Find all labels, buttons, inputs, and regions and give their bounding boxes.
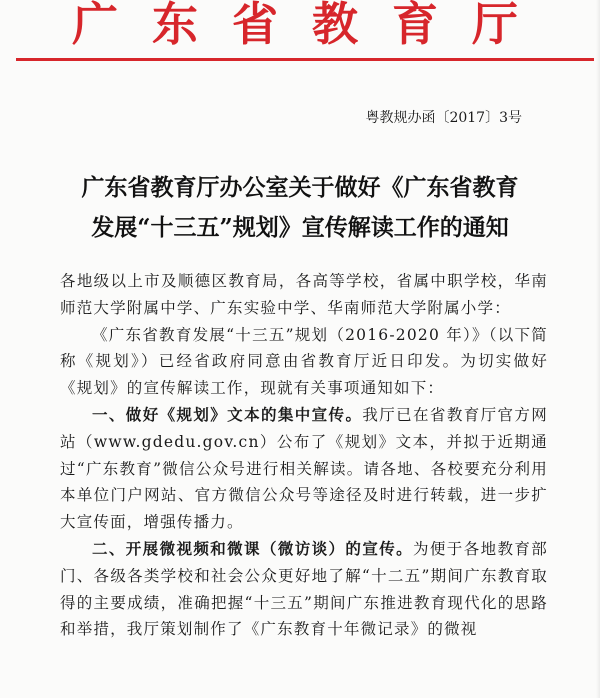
section-2-text: 为便于各地教育部门、各级各类学校和社会公众更好地了解“十二五”期间广东教育取得的主要成绩，准确把握“十三五”期间广东推进教育现代化的思路和举措，我厅策划制作了《广东教育十年微记录》的微视 bbox=[60, 539, 548, 639]
document-title bbox=[40, 168, 560, 248]
document-title-line-1: 广东省教育厅办公室关于做好《广东省教育 bbox=[81, 174, 519, 201]
document-title-line-2: 发展“十三五”规划》宣传解读工作的通知 bbox=[91, 214, 509, 241]
section-2-paragraph bbox=[60, 536, 548, 643]
addressees-paragraph: 各地级以上市及顺德区教育局，各高等学校，省属中职学校，华南师范大学附属中学、广东实验中学、华南师范大学附属小学： bbox=[60, 272, 548, 317]
section-1-text: 我厅已在省教育厅官方网站（www.gdedu.gov.cn）公布了《规划》文本，并拟于近期通过“广东教育”微信公众号进行相关解读。请各地、各校要充分利用本单位门户网站、官方微信公众号等途径及时进行转载，进一步扩大宣传面，增强传播力。 bbox=[60, 405, 549, 532]
section-1-heading: 一、做好《规划》文本的集中宣传。 bbox=[92, 404, 363, 424]
letterhead bbox=[0, 0, 600, 56]
section-2-heading: 二、开展微视频和微课（微访谈）的宣传。 bbox=[92, 538, 414, 558]
letterhead-red-rule bbox=[16, 58, 594, 61]
section-1-paragraph bbox=[60, 402, 548, 536]
issuer-title: 广东省教育厅 bbox=[72, 0, 552, 51]
intro-paragraph: 《广东省教育发展“十三五”规划（2016-2020 年）》（以下简称《规划》）已经省政府同意由省教育厅近日印发。为切实做好《规划》的宣传解读工作，现就有关事项通知如下： bbox=[60, 325, 548, 398]
document-body bbox=[60, 268, 548, 643]
document-number: 粤教规办函〔2017〕3号 bbox=[365, 110, 522, 126]
scan-edge-shadow bbox=[596, 0, 600, 698]
